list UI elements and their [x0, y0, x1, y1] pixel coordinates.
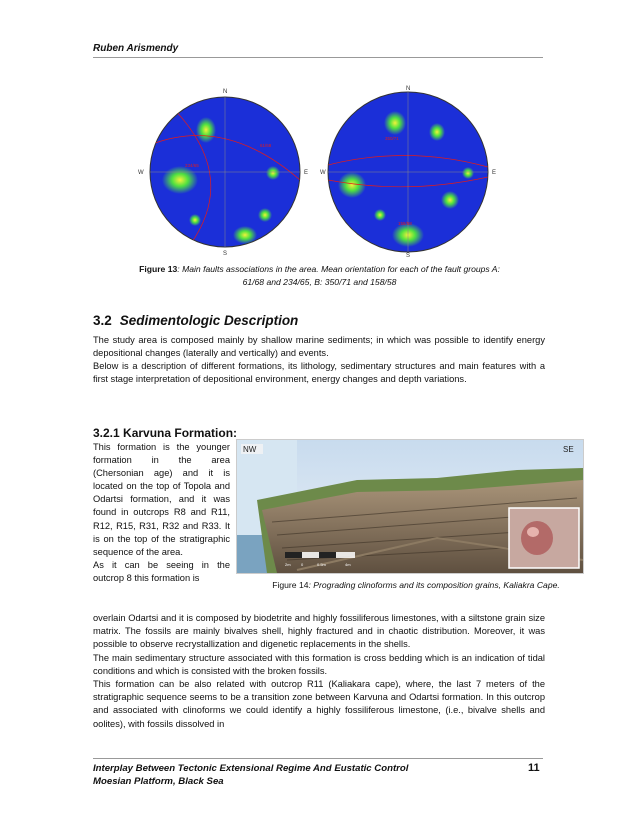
karvuna-para-structure: The main sedimentary structure associated with this formation is cross bedding which is an indication of tidal conditions and which is consisted with the broken fossils.	[93, 652, 545, 676]
footer-title-line2: Moesian Platform, Black Sea	[93, 776, 224, 787]
footer-title-line1: Interplay Between Tectonic Extensional Regime And Eustatic Control	[93, 763, 409, 774]
figure-14-caption	[246, 579, 586, 591]
section-3-2-title: Sedimentologic Description	[119, 313, 299, 328]
photo-se-label: SE	[563, 445, 574, 454]
karvuna-outcrop-start: As it can be seeing in the outcrop 8 this formation is	[93, 559, 230, 583]
karvuna-para-composition: overlain Odartsi and it is composed by biodetrite and highly fossiliferous limestones, with a siltstone grain size matrix. The fossils are mainly bivalves shell, highly fractured and in chaotic distribution. Moreover, it was possible to observe recrystallization and digenetic replacements in the shells.	[93, 613, 545, 650]
figure-13-caption-line1: : Main faults associations in the area. Mean orientation for each of the fault groups A:	[177, 264, 500, 274]
karvuna-left-column	[93, 441, 230, 585]
left-net-n: N	[223, 89, 228, 95]
section-3-2-para-1: The study area is composed mainly by shallow marine sediments; in which was possible to identify energy depositional changes (laterally and vertically) and events.	[93, 335, 545, 359]
figure-13-caption	[92, 263, 547, 289]
figure-13-stereonets	[130, 85, 510, 257]
right-pole-a: 350/71	[385, 136, 399, 141]
scale-2m: 2m	[285, 562, 291, 567]
karvuna-para-r11: This formation can be also related with outcrop R11 (Kaliakara cape), where, the last 7 meters of the stratigraphic sequence seems to be a transition zone between Karvuna and Odartsi formation. In this outcrop and associated with clinoforms we could identify a highly fossiliferous limestone, (i.e., bivalve shells and oolites), with fossils dissolved in	[93, 679, 545, 729]
left-pole-a: 61/68	[260, 143, 272, 148]
figure-14-label: Figure 14	[272, 580, 309, 590]
section-3-2-number: 3.2	[93, 313, 112, 328]
karvuna-intro: This formation is the younger formation in the area (Chersonian age) and it is located on the top of Topola and Odartsi formation, and it was found in outcrops R8 and R11, R12, R15, R31, R32 and R33. It is on the top of the stratigraphic sequence of the area.	[93, 442, 230, 557]
footer-rule	[93, 758, 543, 759]
right-pole-b: 158/58	[398, 221, 412, 226]
stereonet-right	[320, 86, 496, 257]
left-net-e: E	[304, 170, 309, 176]
right-net-e: E	[492, 170, 497, 176]
right-net-w: W	[320, 170, 326, 176]
header-rule	[93, 57, 543, 58]
photo-nw-label: NW	[243, 445, 257, 454]
scale-05m: 0.5m	[317, 562, 326, 567]
figure-14-photo	[236, 439, 584, 574]
running-header: Ruben Arismendy	[93, 43, 179, 54]
karvuna-body	[93, 612, 545, 731]
left-pole-b: 234/65	[185, 163, 199, 168]
stereonet-left	[138, 89, 308, 257]
section-3-2-1-heading: 3.2.1 Karvuna Formation:	[93, 426, 238, 440]
right-net-n: N	[406, 86, 411, 92]
scale-4m: 4m	[345, 562, 351, 567]
section-3-2-para-2: Below is a description of different formations, its lithology, sedimentary structures and main features with a first stage interpretation of depositional environment, energy changes and depth variations.	[93, 361, 545, 385]
right-net-s: S	[406, 253, 411, 257]
figure-14-caption-text: : Prograding clinoforms and its composition grains, Kaliakra Cape.	[308, 580, 560, 590]
left-net-w: W	[138, 170, 144, 176]
figure-13-caption-line2: 61/68 and 234/65, B: 350/71 and 158/58	[242, 277, 397, 287]
page-number: 11	[528, 762, 540, 774]
section-3-2-heading	[93, 313, 298, 328]
footer-title	[93, 762, 473, 788]
left-net-s: S	[223, 251, 228, 257]
figure-13-label: Figure 13	[139, 264, 178, 274]
scale-0: 0	[301, 562, 304, 567]
